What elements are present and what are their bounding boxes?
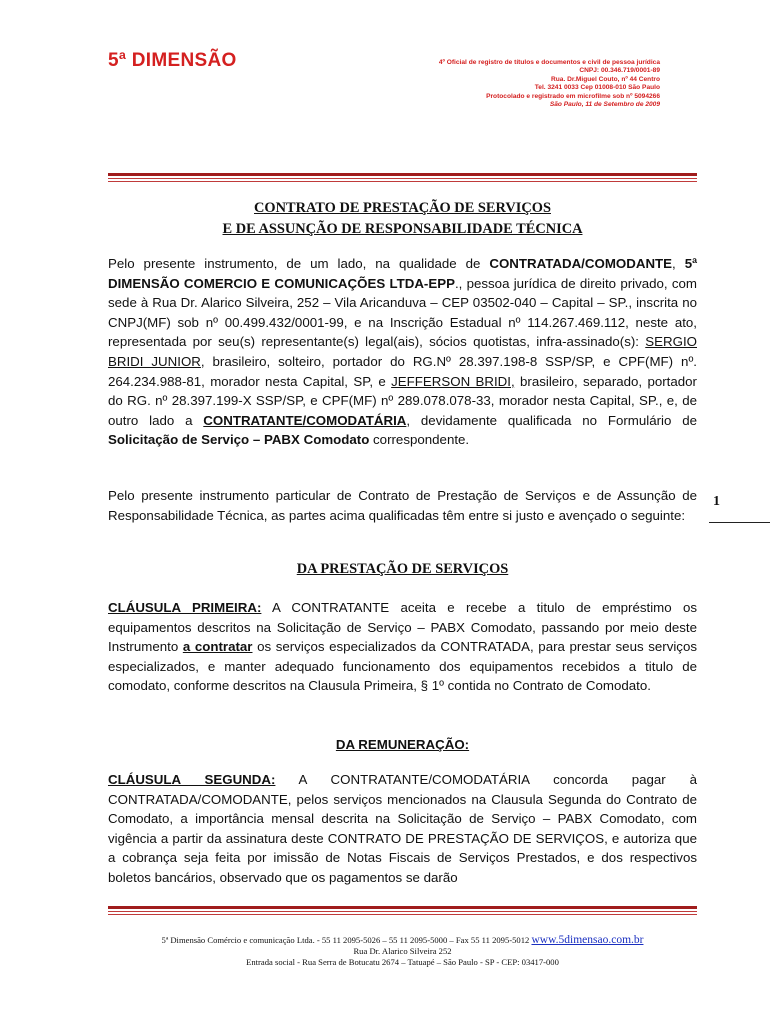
registry-stamp xyxy=(439,59,660,109)
page-number-rule xyxy=(709,522,770,523)
registry-line: Tel. 3241 0033 Cep 01008-010 São Paulo xyxy=(534,84,660,92)
emphasis-text: a contratar xyxy=(182,639,253,655)
brand-logo-text: 5ª DIMENSÃO xyxy=(108,50,237,71)
footer xyxy=(108,935,697,968)
registry-line: Rua. Dr.Miguel Couto, nº 44 Centro xyxy=(550,75,660,83)
form-name: Solicitação de Serviço – PABX Comodato xyxy=(108,432,370,448)
registry-line: 4º Oficial de registro de títulos e documentos e civil de pessoa jurídica xyxy=(438,59,660,66)
partner-name: SERGIO BRIDI JUNIOR xyxy=(108,334,697,369)
intro-paragraph: Pelo presente instrumento, de um lado, na qualidade de CONTRATADA/COMODANTE, 5ª DIMENSÃO COMERCIO E COMUNICAÇÕES LTDA-EPP., pessoa jurídica de direito privado, com sede à Rua Dr. Alarico Silveira, 252 – Vila Aricanduva – CEP 03502-040 – Capital – SP., inscrita no CNPJ(MF) sob nº 00.499.432/0001-99, e na Inscrição Estadual nº 114.267.469.112, neste ato, representada por seu(s) representante(s) legal(ais), sócios quotistas, infra-assinado(s): SERGIO BRIDI JUNIOR, brasileiro, solteiro, portador do RG.Nº 28.397.198-8 SSP/SP, e CPF(MF) nº. 264.234.988-81, morador nesta Capital, SP, e JEFFERSON BRIDI, brasileiro, separado, portador do RG. nº 28.397.199-X SSP/SP, e CPF(MF) nº 289.078.078-33, morador nesta Capital, SP., e, de outro lado a CONTRATANTE/COMODATÁRIA, devidamente qualificada no Formulário de Solicitação de Serviço – PABX Comodato correspondente. xyxy=(108,256,698,448)
footer-address-line: Rua Dr. Alarico Silveira 252 xyxy=(353,946,452,956)
registry-line: CNPJ: 00.346.719/0001-89 xyxy=(579,67,660,75)
footer-entrance-line: Entrada social - Rua Serra de Botucatu 2674 – Tatuapé – São Paulo - SP - CEP: 03417-000 xyxy=(246,957,559,967)
document-title xyxy=(108,198,697,240)
clause-primeira: CLÁUSULA PRIMEIRA: A CONTRATANTE aceita e recebe a titulo de empréstimo os equipamentos descritos na Solicitação de Serviço – PABX Comodato, passando por meio deste Instrumento a contratar os serviços especializados da CONTRATADA, para prestar seus serviços especializados, e manter adequado funcionamento dos equipamentos recebidos a titulo de comodato, conforme descritos na Clausula Primeira, § 1º contida no Contrato de Comodato. xyxy=(108,600,698,694)
contratada-label: CONTRATADA/COMODANTE xyxy=(489,256,673,271)
company-name: 5ª DIMENSÃO COMERCIO E COMUNICAÇÕES LTDA-EPP xyxy=(108,256,698,291)
clause-segunda: CLÁUSULA SEGUNDA: A CONTRATANTE/COMODATÁRIA concorda pagar à CONTRATADA/COMODANTE, pelos serviços mencionados na Clausula Segunda do Contrato de Comodato, a importância mensal descrita na Solicitação de Serviço – PABX Comodato, com vigência a partir da assinatura deste CONTRATO DE PRESTAÇÃO DE SERVIÇOS, e autoriza que a cobrança seja feita por imissão de Notas Fiscais de Serviços Prestados, e dos respectivos boletos bancários, observado que os pagamentos se darão xyxy=(108,772,697,885)
page-number: 1 xyxy=(713,494,720,509)
title-line-2: E DE ASSUNÇÃO DE RESPONSABILIDADE TÉCNICA xyxy=(222,221,583,237)
section-heading-services: DA PRESTAÇÃO DE SERVIÇOS xyxy=(296,561,509,577)
footer-divider xyxy=(108,906,697,915)
clause-label: CLÁUSULA PRIMEIRA: xyxy=(108,600,262,615)
clause-label: CLÁUSULA SEGUNDA: xyxy=(108,772,276,787)
header-divider xyxy=(108,173,697,182)
footer-contact-line: 5ª Dimensão Comércio e comunicação Ltda. - 55 11 2095-5026 – 55 11 2095-5000 – Fax 55 11 2095-5012 www.5dimensao.com.br xyxy=(161,934,644,946)
registry-line: São Paulo, 11 de Setembro de 2009 xyxy=(549,101,660,109)
website-link[interactable]: www.5dimensao.com.br xyxy=(531,934,644,946)
registry-line: Protocolado e registrado em microfilme sob nº 5094266 xyxy=(486,92,660,100)
contratante-label: CONTRATANTE/COMODATÁRIA xyxy=(203,412,407,428)
agreement-paragraph: Pelo presente instrumento particular de Contrato de Prestação de Serviços e de Assunção de Responsabilidade Técnica, as partes acima qualificadas têm entre si justo e avençado o seguinte: xyxy=(108,488,697,523)
partner-name: JEFFERSON BRIDI, xyxy=(391,373,515,389)
title-line-1: CONTRATO DE PRESTAÇÃO DE SERVIÇOS xyxy=(254,200,551,216)
section-heading-remuneration: DA REMUNERAÇÃO: xyxy=(335,737,470,752)
